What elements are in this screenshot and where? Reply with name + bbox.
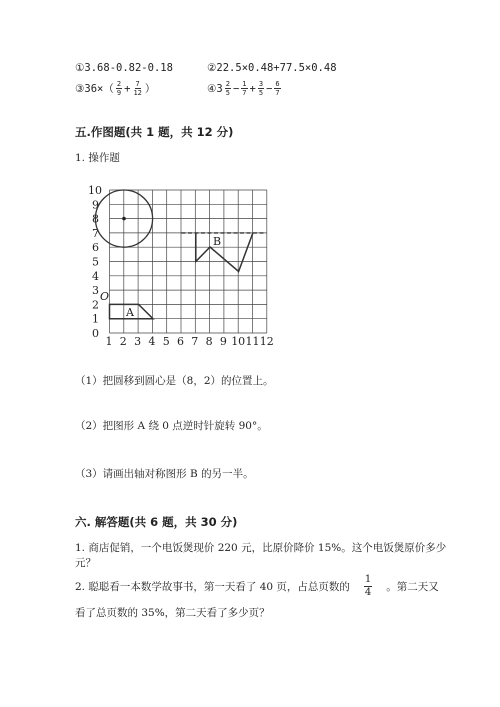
section-6-title: 六. 解答题(共 6 题，共 30 分) — [75, 515, 238, 529]
fraction: $\frac{1}{7}$ — [242, 80, 247, 97]
x-tick-label: 6 — [177, 335, 184, 348]
y-tick-label: 9 — [92, 198, 99, 212]
y-tick-label: 8 — [92, 212, 99, 226]
x-tick-label: 7 — [191, 335, 199, 348]
question-2-line-2: 看了总页数的 35%，第二天看了多少页？ — [75, 607, 270, 619]
x-tick-label: 4 — [148, 335, 156, 348]
x-tick-label: 10 — [231, 335, 246, 348]
question-2-text-a: 2. 聪聪看一本数学故事书，第一天看了 40 页，占总页数的 — [75, 581, 350, 593]
shape-a-label: A — [126, 306, 134, 319]
calc-item-1: ①3.68-0.82-0.18 — [75, 62, 173, 74]
calc-item-3 — [75, 80, 155, 97]
y-tick-label: 4 — [92, 269, 99, 283]
sub-question-2: （2）把图形 A 绕 0 点逆时针旋转 90°。 — [75, 420, 268, 432]
x-tick-label: 9 — [219, 335, 227, 348]
question-2-text-b: 。第二天又 — [386, 581, 439, 593]
circle-center-dot — [122, 217, 126, 221]
calc-item-3-prefix: ③36×（ — [75, 83, 114, 95]
x-tick-label: 8 — [205, 335, 213, 348]
origin-label: O — [100, 290, 110, 303]
y-tick-label: 7 — [92, 226, 99, 240]
sub-question-1: （1）把圆移到圆心是（8，2）的位置上。 — [75, 375, 274, 387]
shape-b-half — [196, 233, 253, 272]
y-tick-label: 10 — [88, 184, 102, 197]
x-tick-label: 5 — [162, 335, 170, 348]
y-tick-label: 0 — [92, 327, 99, 340]
fraction: $\frac{1}{4}$ — [364, 574, 372, 598]
fraction: $\frac{6}{7}$ — [275, 80, 280, 97]
sub-question-3: （3）请画出轴对称图形 B 的另一半。 — [75, 468, 254, 480]
y-tick-label: 1 — [92, 312, 99, 326]
x-tick-label: 12 — [259, 335, 274, 348]
question-2-line-1 — [75, 574, 439, 599]
question-1-line-2: 元？ — [75, 557, 96, 569]
calc-item-4 — [207, 80, 283, 97]
x-tick-label: 1 — [105, 335, 113, 348]
fraction: $\frac{2}{5}$ — [225, 80, 230, 97]
x-tick-label: 11 — [245, 335, 260, 348]
plus-sign: + — [249, 82, 256, 95]
y-axis-labels — [88, 184, 102, 340]
coordinate-grid — [80, 183, 280, 348]
plus-sign: + — [124, 82, 131, 95]
fraction: $\frac{7}{12}$ — [133, 80, 142, 97]
x-tick-label: 2 — [119, 335, 127, 348]
question-1-label: 1. 操作题 — [75, 152, 120, 164]
x-axis-labels — [106, 335, 274, 348]
calc-item-2: ②22.5×0.48+77.5×0.48 — [207, 62, 337, 74]
y-tick-label: 6 — [92, 241, 99, 255]
question-1-line-1: 1. 商店促销，一个电饭煲现价 220 元，比原价降价 15%。这个电饭煲原价多少 — [75, 542, 447, 554]
y-tick-label: 3 — [92, 284, 99, 298]
y-tick-label: 5 — [92, 255, 99, 269]
minus-sign: − — [232, 82, 240, 95]
calc-item-3-suffix: ） — [144, 83, 156, 95]
section-5-title: 五.作图题(共 1 题，共 12 分) — [75, 125, 234, 139]
calc-item-4-prefix: ④3 — [207, 82, 223, 95]
x-tick-label: 3 — [134, 335, 142, 348]
y-tick-label: 2 — [92, 298, 99, 312]
fraction: $\frac{2}{9}$ — [116, 80, 122, 97]
minus-sign: − — [266, 82, 273, 95]
shape-b-label: B — [213, 235, 222, 248]
fraction: $\frac{3}{5}$ — [258, 80, 264, 97]
